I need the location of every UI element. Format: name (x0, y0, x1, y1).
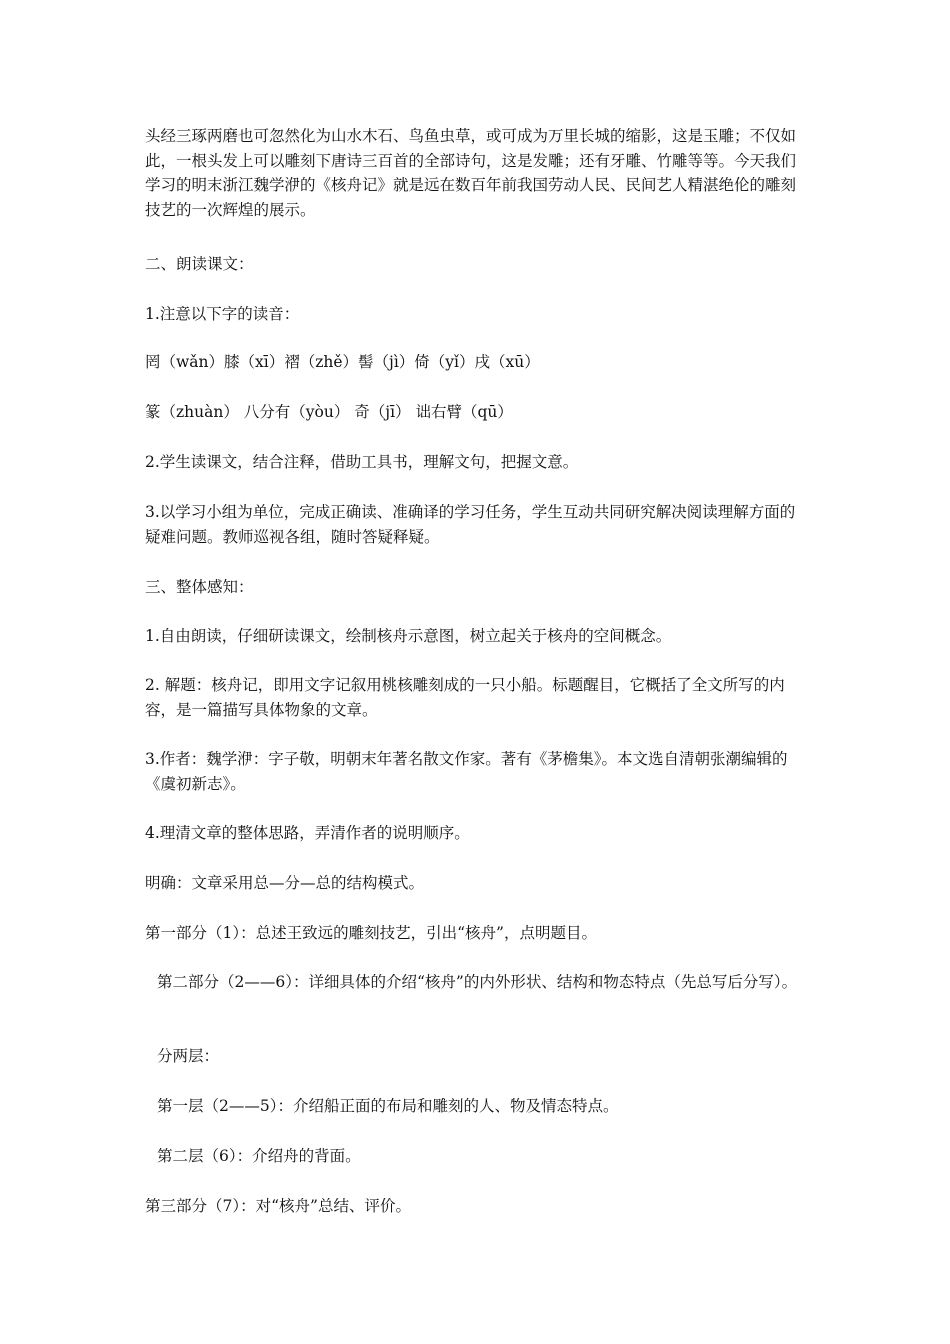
section-heading-reading: 二、朗读课文： (145, 255, 254, 273)
layer-one: 第一层（2——5）：介绍船正面的布局和雕刻的人、物及情态特点。 (157, 1097, 619, 1115)
intro-paragraph: 头经三琢两磨也可忽然化为山水木石、鸟鱼虫草，或可成为万里长城的缩影，这是玉雕；不仅如此，一根头发上可以雕刻下唐诗三百首的全部诗句，这是发雕；还有牙雕、竹雕等等。今天我们学习的明末浙江魏学洢的《核舟记》就是远在数百年前我国劳动人民、民间艺人精湛绝伦的雕刻技艺的一次辉煌的展示。 (145, 127, 797, 219)
layer-two: 第二层（6）：介绍舟的背面。 (157, 1147, 361, 1165)
part-one: 第一部分（1）：总述王致远的雕刻技艺，引出“核舟”，点明题目。 (145, 924, 597, 942)
section-heading-overview: 三、整体感知： (145, 578, 254, 596)
item-structure: 4.理清文章的整体思路，弄清作者的说明顺序。 (145, 824, 470, 842)
item-title-explanation: 2. 解题：核舟记，即用文字记叙用桃核雕刻成的一只小船。标题醒目，它概括了全文所写的内容，是一篇描写具体物象的文章。 (145, 676, 785, 719)
item-free-reading: 1.自由朗读，仔细研读课文，绘制核舟示意图，树立起关于核舟的空间概念。 (145, 627, 672, 645)
item-pronunciation-heading: 1.注意以下字的读音： (145, 305, 300, 323)
pronunciation-line-1: 罔（wǎn）膝（xī）褶（zhě）髻（jì）倚（yǐ）戌（xū） (145, 353, 540, 371)
part-three: 第三部分（7）：对“核舟”总结、评价。 (145, 1197, 411, 1215)
item-author: 3.作者：魏学洢：字子敬，明朝末年著名散文作家。著有《茅檐集》。本文选自清朝张潮编辑的《虞初新志》。 (145, 750, 788, 793)
two-layers: 分两层： (157, 1047, 220, 1065)
part-two: 第二部分（2——6）：详细具体的介绍“核舟”的内外形状、结构和物态特点（先总写后分写）。 (157, 973, 798, 991)
item-student-reading: 2.学生读课文，结合注释，借助工具书，理解文句，把握文意。 (145, 453, 579, 471)
clarification: 明确：文章采用总—分—总的结构模式。 (145, 874, 425, 892)
pronunciation-line-2: 篆（zhuàn） 八分有（yòu） 奇（jī） 诎右臂（qū） (145, 403, 513, 421)
item-group-study: 3.以学习小组为单位，完成正确读、准确译的学习任务，学生互动共同研究解决阅读理解方面的疑难问题。教师巡视各组，随时答疑释疑。 (145, 503, 796, 546)
